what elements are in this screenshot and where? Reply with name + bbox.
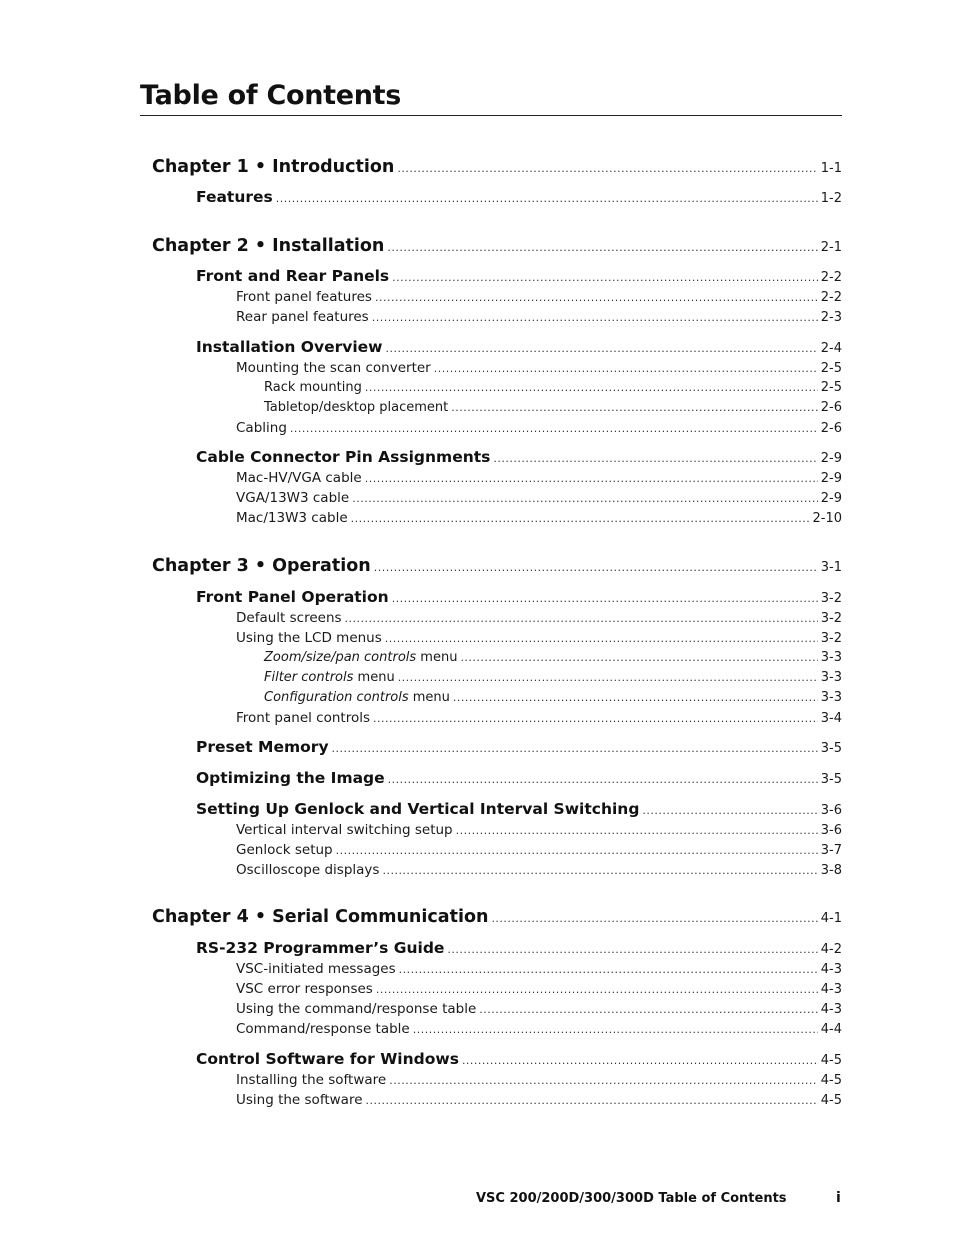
toc-entry-label-italic: Zoom/size/pan controls [264, 650, 417, 665]
toc-entry-label: Preset Memory [196, 738, 329, 756]
toc-entry-label [264, 690, 450, 705]
dot-leader [332, 742, 818, 755]
toc-entry-subsub[interactable] [264, 380, 842, 395]
toc-entry-page: 2-5 [820, 380, 842, 395]
toc-entry-chapter[interactable] [152, 157, 842, 177]
toc-entry-page: 4-3 [820, 962, 842, 977]
toc-entry-label: Optimizing the Image [196, 769, 385, 787]
toc-entry-page: 4-2 [820, 942, 842, 957]
toc-entry-label: Default screens [236, 610, 342, 626]
toc-entry-label: Using the command/response table [236, 1001, 477, 1017]
toc-entry-page: 2-2 [820, 270, 842, 285]
dot-leader [456, 824, 818, 837]
toc-entry-page: 3-6 [820, 803, 842, 818]
dot-leader [447, 943, 817, 956]
toc-entry-subsub[interactable] [264, 670, 842, 685]
toc-entry-page: 3-3 [820, 650, 842, 665]
toc-entry-subsub[interactable] [264, 690, 842, 705]
dot-leader [434, 362, 818, 375]
dot-leader [290, 422, 818, 435]
toc-entry-subsub[interactable] [264, 400, 842, 415]
toc-entry-label: Mac/13W3 cable [236, 510, 348, 526]
dot-leader [366, 1094, 818, 1107]
toc-entry-page: 4-1 [820, 911, 842, 926]
dot-leader [388, 773, 818, 786]
toc-entry-label: RS-232 Programmer’s Guide [196, 939, 445, 957]
dot-leader [399, 963, 818, 976]
dot-leader [462, 1054, 818, 1067]
dot-leader [398, 671, 818, 684]
toc-entry-label: Genlock setup [236, 842, 333, 858]
toc-entry-label: Front Panel Operation [196, 588, 389, 606]
dot-leader [453, 691, 818, 704]
toc-entry-page: 3-6 [820, 823, 842, 838]
footer-title: VSC 200/200D/300/300D Table of Contents [476, 1191, 787, 1206]
toc-entry-page: 3-2 [820, 611, 842, 626]
toc-entry-page: 1-1 [820, 161, 842, 176]
toc-entry-label: Front and Rear Panels [196, 267, 390, 285]
toc-entry-section[interactable] [196, 939, 842, 957]
footer-page-number: i [836, 1190, 841, 1206]
dot-leader [397, 162, 817, 175]
dot-leader [387, 241, 817, 254]
toc-entry-label: VSC-initiated messages [236, 961, 396, 977]
dot-leader [382, 864, 817, 877]
toc-entry-label: Using the LCD menus [236, 630, 382, 646]
toc-entry-page: 3-7 [820, 843, 842, 858]
dot-leader [351, 512, 810, 525]
toc-entry-page: 2-6 [820, 421, 842, 436]
toc-entry-section[interactable] [196, 1050, 842, 1068]
toc-entry-page: 3-2 [820, 591, 842, 606]
toc-entry-page: 3-3 [820, 690, 842, 705]
toc-entry-chapter[interactable] [152, 556, 842, 576]
toc-entry-page: 4-5 [820, 1093, 842, 1108]
toc-entry-label: Front panel features [236, 289, 372, 305]
toc-entry-label [264, 670, 395, 685]
toc-entry-label: Control Software for Windows [196, 1050, 459, 1068]
toc-entry-page: 4-5 [820, 1073, 842, 1088]
toc-entry-sub[interactable] [236, 1092, 842, 1108]
dot-leader [365, 381, 818, 394]
toc-entry-label: Using the software [236, 1092, 363, 1108]
toc-entry-label-italic: Configuration controls [264, 690, 409, 705]
toc-entry-label: Chapter 4 • Serial Communication [152, 907, 489, 927]
toc-entry-label: Cabling [236, 420, 287, 436]
dot-leader [413, 1023, 818, 1036]
dot-leader [491, 912, 817, 925]
toc-entry-label-rest: menu [416, 650, 458, 665]
toc-entry-page: 4-4 [820, 1022, 842, 1037]
toc-entry-label: Installing the software [236, 1072, 387, 1088]
toc-entry-label: VSC error responses [236, 981, 373, 997]
toc-entry-page: 3-5 [820, 741, 842, 756]
toc-entry-label: Rear panel features [236, 309, 369, 325]
toc-entry-page: 3-8 [820, 863, 842, 878]
dot-leader [352, 492, 818, 505]
dot-leader [642, 804, 817, 817]
toc-entry-chapter[interactable] [152, 907, 842, 927]
toc-entry-label: Mac-HV/VGA cable [236, 470, 362, 486]
toc-entry-sub[interactable] [236, 420, 842, 436]
dot-leader [374, 561, 818, 574]
toc-entry-page: 2-10 [812, 511, 842, 526]
toc-entry-sub[interactable] [236, 842, 842, 858]
toc-entry-label: Chapter 3 • Operation [152, 556, 371, 576]
dot-leader [493, 452, 817, 465]
toc-entry-label: Vertical interval switching setup [236, 822, 453, 838]
toc-entry-chapter[interactable] [152, 236, 842, 256]
toc-entry-page: 4-3 [820, 1002, 842, 1017]
toc-entry-page: 2-9 [820, 451, 842, 466]
dot-leader [389, 1074, 818, 1087]
toc-entry-section[interactable] [196, 800, 842, 818]
toc-entry-label: Installation Overview [196, 338, 383, 356]
page-title: Table of Contents [140, 80, 402, 111]
toc-entry-page: 2-9 [820, 471, 842, 486]
toc-entry-page: 2-5 [820, 361, 842, 376]
toc-entry-label: Chapter 2 • Installation [152, 236, 385, 256]
toc-entry-section[interactable] [196, 588, 842, 606]
toc-entry-page: 4-5 [820, 1053, 842, 1068]
toc-entry-page: 2-6 [820, 400, 842, 415]
toc-entry-sub[interactable] [236, 961, 842, 977]
dot-leader [385, 342, 817, 355]
toc-entry-sub[interactable] [236, 710, 842, 726]
toc-entry-section[interactable] [196, 448, 842, 466]
toc-entry-page: 2-1 [820, 240, 842, 255]
dot-leader [479, 1003, 818, 1016]
toc-entry-label: VGA/13W3 cable [236, 490, 350, 506]
toc-entry-label: Cable Connector Pin Assignments [196, 448, 491, 466]
toc-entry-sub[interactable] [236, 510, 842, 526]
toc-entry-page: 3-3 [820, 670, 842, 685]
dot-leader [373, 712, 818, 725]
toc-entry-sub[interactable] [236, 470, 842, 486]
toc-entry-label-rest: menu [353, 670, 395, 685]
toc-entry-section[interactable] [196, 338, 842, 356]
toc-entry-page: 3-5 [820, 772, 842, 787]
dot-leader [376, 983, 818, 996]
toc-entry-page: 4-3 [820, 982, 842, 997]
toc-entry-sub[interactable] [236, 822, 842, 838]
toc-entry-label: Setting Up Genlock and Vertical Interval Switching [196, 800, 640, 818]
toc-entry-page: 2-2 [820, 290, 842, 305]
toc-entry-page: 2-4 [820, 341, 842, 356]
toc-entry-label: Chapter 1 • Introduction [152, 157, 395, 177]
dot-leader [276, 192, 818, 205]
dot-leader [365, 472, 818, 485]
toc-entry-label: Rack mounting [264, 380, 362, 395]
dot-leader [375, 291, 818, 304]
toc-entry-sub[interactable] [236, 1072, 842, 1088]
toc-entry-sub[interactable] [236, 981, 842, 997]
toc-entry-page: 3-4 [820, 711, 842, 726]
dot-leader [451, 401, 818, 414]
toc-entry-section[interactable] [196, 769, 842, 787]
toc-entry-sub[interactable] [236, 360, 842, 376]
toc-entry-label: Features [196, 188, 273, 206]
toc-entry-label [264, 650, 457, 665]
dot-leader [372, 311, 818, 324]
toc-entry-label: Front panel controls [236, 710, 371, 726]
toc-entry-label: Tabletop/desktop placement [264, 400, 449, 415]
toc-entry-section[interactable] [196, 267, 842, 285]
toc-entry-page: 2-3 [820, 310, 842, 325]
toc-entry-sub[interactable] [236, 289, 842, 305]
dot-leader [460, 651, 817, 664]
toc-entry-subsub[interactable] [264, 650, 842, 665]
toc-entry-sub[interactable] [236, 309, 842, 325]
toc-entry-sub[interactable] [236, 490, 842, 506]
toc-entry-label: Command/response table [236, 1021, 410, 1037]
toc-entry-sub[interactable] [236, 610, 842, 626]
toc-entry-page: 3-1 [820, 560, 842, 575]
toc-entry-label: Mounting the scan converter [236, 360, 431, 376]
toc-entry-section[interactable] [196, 738, 842, 756]
toc-entry-section[interactable] [196, 188, 842, 206]
toc-entry-label-italic: Filter controls [264, 670, 354, 685]
toc-entry-sub[interactable] [236, 1001, 842, 1017]
toc-entry-label-rest: menu [408, 690, 450, 705]
toc-entry-sub[interactable] [236, 630, 842, 646]
dot-leader [392, 592, 818, 605]
toc-entry-page: 2-9 [820, 491, 842, 506]
dot-leader [345, 612, 818, 625]
dot-leader [385, 632, 818, 645]
toc-entry-label: Oscilloscope displays [236, 862, 380, 878]
toc-entry-sub[interactable] [236, 862, 842, 878]
toc-entry-page: 3-2 [820, 631, 842, 646]
toc-entry-page: 1-2 [820, 191, 842, 206]
dot-leader [336, 844, 818, 857]
dot-leader [392, 271, 818, 284]
toc-entry-sub[interactable] [236, 1021, 842, 1037]
